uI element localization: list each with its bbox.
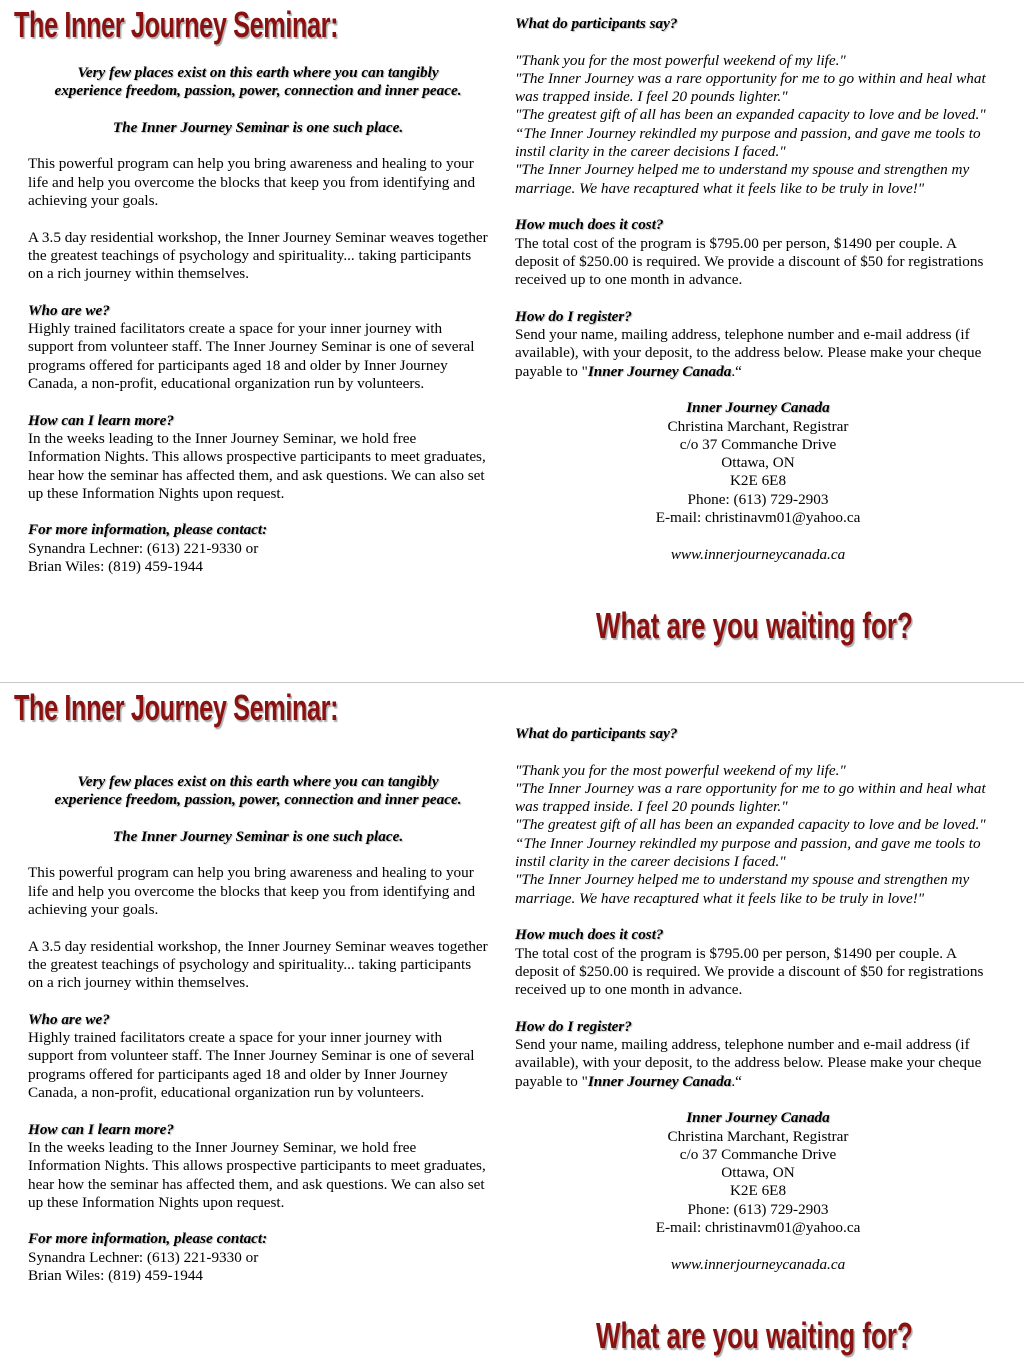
learn-heading: How can I learn more? xyxy=(28,1120,174,1138)
flyer-top xyxy=(0,0,1024,682)
cost-text: The total cost of the program is $795.00 per person, $1490 per couple. A deposit of $250.00 is required. We provide a discount of $50 for registrations received up to one month in advance. xyxy=(515,944,984,999)
cost-text: The total cost of the program is $795.00 per person, $1490 per couple. A deposit of $250.00 is required. We provide a discount of $50 for registrations received up to one month in advance. xyxy=(515,234,984,289)
address-registrar: Christina Marchant, Registrar xyxy=(667,1127,849,1145)
register-instructions: Send your name, mailing address, telephone number and e-mail address (if available), with your deposit, to the address below. Please make your cheque payable to " xyxy=(515,326,982,380)
paragraph-program: This powerful program can help you bring awareness and healing to your life and help you overcome the blocks that keep you from identifying and achieving your goals. xyxy=(28,864,476,919)
seminar-headline: The Inner Journey Seminar: xyxy=(14,4,339,45)
testimonial-quote: "Thank you for the most powerful weekend of my life." xyxy=(515,761,846,779)
intro-emphasis: The Inner Journey Seminar is one such place. xyxy=(112,118,404,136)
testimonial-quote: "Thank you for the most powerful weekend of my life." xyxy=(515,51,846,69)
website-link[interactable]: www.innerjourneycanada.ca xyxy=(670,1255,846,1273)
learn-text: In the weeks leading to the Inner Journey Seminar, we hold free Information Nights. This allows prospective participants to meet graduates, hear how the seminar has affected them, and ask questions. We can also set up these Information Nights upon request. xyxy=(28,1138,486,1211)
left-column xyxy=(28,773,488,1285)
contact-synandra: Synandra Lechner: (613) 221-9330 or xyxy=(28,1248,259,1266)
register-heading: How do I register? xyxy=(515,1017,632,1035)
contact-heading: For more information, please contact: xyxy=(28,1230,268,1248)
intro-emphasis: The Inner Journey Seminar is one such place. xyxy=(112,827,404,845)
testimonial-quote: "The Inner Journey helped me to understand my spouse and strengthen my marriage. We have recaptured what it feels like to be truly in love!" xyxy=(515,871,970,907)
flyer-bottom xyxy=(0,683,1024,1365)
register-closing: .“ xyxy=(731,362,742,380)
who-heading: Who are we? xyxy=(28,301,110,319)
address-postal: K2E 6E8 xyxy=(729,1182,787,1200)
tagline: What are you waiting for? xyxy=(596,1315,913,1356)
register-instructions: Send your name, mailing address, telephone number and e-mail address (if available), with your deposit, to the address below. Please make your cheque payable to " xyxy=(515,1036,982,1090)
address-street: c/o 37 Commanche Drive xyxy=(679,435,837,453)
address-city: Ottawa, ON xyxy=(721,1164,795,1182)
address-email: E-mail: christinavm01@yahoo.ca xyxy=(655,509,861,527)
intro-statement: Very few places exist on this earth where you can tangibly experience freedom, passion, power, connection and inner peace. xyxy=(54,64,462,100)
contact-heading: For more information, please contact: xyxy=(28,521,268,539)
register-payee: Inner Journey Canada xyxy=(587,1072,732,1090)
testimonial-quote: "The greatest gift of all has been an expanded capacity to love and be loved." xyxy=(515,106,986,124)
address-street: c/o 37 Commanche Drive xyxy=(679,1145,837,1163)
testimonial-quote: "The Inner Journey helped me to understand my spouse and strengthen my marriage. We have recaptured what it feels like to be truly in love!" xyxy=(515,161,970,197)
register-text xyxy=(515,326,1001,381)
seminar-headline: The Inner Journey Seminar: xyxy=(14,687,339,728)
website-link[interactable]: www.innerjourneycanada.ca xyxy=(670,545,846,563)
left-column xyxy=(28,64,488,576)
testimonials-heading: What do participants say? xyxy=(515,15,678,32)
who-heading: Who are we? xyxy=(28,1010,110,1028)
testimonial-quote: “The Inner Journey rekindled my purpose and passion, and gave me tools to instil clarity in the career decisions I faced." xyxy=(515,834,981,871)
register-heading: How do I register? xyxy=(515,307,632,325)
address-phone: Phone: (613) 729-2903 xyxy=(687,490,829,508)
register-text xyxy=(515,1036,1001,1091)
register-closing: .“ xyxy=(731,1072,742,1090)
address-org: Inner Journey Canada xyxy=(686,1109,830,1127)
intro-statement: Very few places exist on this earth where you can tangibly experience freedom, passion, power, connection and inner peace. xyxy=(54,773,462,809)
register-payee: Inner Journey Canada xyxy=(587,362,732,380)
cost-heading: How much does it cost? xyxy=(515,926,664,944)
tagline: What are you waiting for? xyxy=(596,605,913,646)
testimonial-quote: “The Inner Journey rekindled my purpose and passion, and gave me tools to instil clarity in the career decisions I faced." xyxy=(515,124,981,161)
address-org: Inner Journey Canada xyxy=(686,399,830,417)
address-email: E-mail: christinavm01@yahoo.ca xyxy=(655,1219,861,1237)
testimonials-heading: What do participants say? xyxy=(515,725,678,742)
cost-heading: How much does it cost? xyxy=(515,216,664,234)
address-postal: K2E 6E8 xyxy=(729,472,787,490)
address-registrar: Christina Marchant, Registrar xyxy=(667,417,849,435)
right-column xyxy=(515,725,1001,1274)
testimonial-quote: "The Inner Journey was a rare opportunity for me to go within and heal what was trapped inside. I feel 20 pounds lighter." xyxy=(515,779,986,816)
contact-brian: Brian Wiles: (819) 459-1944 xyxy=(28,558,204,576)
paragraph-workshop: A 3.5 day residential workshop, the Inner Journey Seminar weaves together the greatest teachings of psychology and spirituality... taking participants on a rich journey within themselves. xyxy=(28,228,488,283)
who-text: Highly trained facilitators create a space for your inner journey with support from volunteer staff. The Inner Journey Seminar is one of several programs offered for participants aged 18 and older by Inner Journey Canada, a non-profit, educational organization run by volunteers. xyxy=(28,320,475,393)
paragraph-workshop: A 3.5 day residential workshop, the Inner Journey Seminar weaves together the greatest teachings of psychology and spirituality... taking participants on a rich journey within themselves. xyxy=(28,937,488,992)
address-city: Ottawa, ON xyxy=(721,454,795,472)
learn-heading: How can I learn more? xyxy=(28,411,174,429)
paragraph-program: This powerful program can help you bring awareness and healing to your life and help you overcome the blocks that keep you from identifying and achieving your goals. xyxy=(28,155,476,210)
who-text: Highly trained facilitators create a space for your inner journey with support from volunteer staff. The Inner Journey Seminar is one of several programs offered for participants aged 18 and older by Inner Journey Canada, a non-profit, educational organization run by volunteers. xyxy=(28,1029,475,1102)
contact-brian: Brian Wiles: (819) 459-1944 xyxy=(28,1267,204,1285)
testimonial-quote: "The Inner Journey was a rare opportunity for me to go within and heal what was trapped inside. I feel 20 pounds lighter." xyxy=(515,69,986,106)
learn-text: In the weeks leading to the Inner Journey Seminar, we hold free Information Nights. This allows prospective participants to meet graduates, hear how the seminar has affected them, and ask questions. We can also set up these Information Nights upon request. xyxy=(28,429,486,502)
contact-synandra: Synandra Lechner: (613) 221-9330 or xyxy=(28,539,259,557)
testimonial-quote: "The greatest gift of all has been an expanded capacity to love and be loved." xyxy=(515,816,986,834)
right-column xyxy=(515,15,1001,564)
address-phone: Phone: (613) 729-2903 xyxy=(687,1200,829,1218)
